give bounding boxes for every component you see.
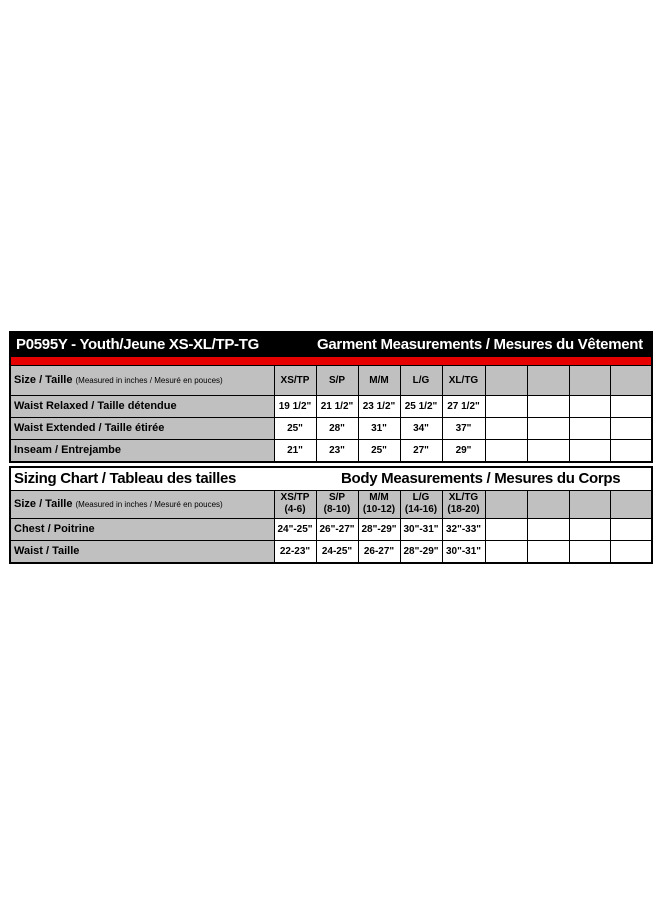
value-cell: 28"	[316, 417, 358, 439]
empty-cell	[569, 518, 610, 540]
garment-header	[11, 333, 651, 357]
table-row	[11, 518, 651, 540]
value-cell: 24-25"	[316, 540, 358, 562]
size-cell: XL/TG (18-20)	[442, 491, 485, 518]
empty-size-cell	[485, 366, 527, 395]
row-label: Inseam / Entrejambe	[11, 439, 274, 461]
empty-size-cell	[485, 491, 527, 518]
value-cell: 37"	[442, 417, 485, 439]
empty-cell	[610, 395, 651, 417]
empty-cell	[569, 395, 610, 417]
table-row	[11, 417, 651, 439]
value-cell: 25 1/2"	[400, 395, 442, 417]
value-cell: 28"-29"	[358, 518, 400, 540]
empty-cell	[527, 395, 569, 417]
empty-size-cell	[527, 366, 569, 395]
empty-cell	[485, 395, 527, 417]
size-cell: L/G	[400, 366, 442, 395]
empty-size-cell	[610, 491, 651, 518]
value-cell: 27 1/2"	[442, 395, 485, 417]
size-cell: L/G (14-16)	[400, 491, 442, 518]
value-cell: 21"	[274, 439, 316, 461]
empty-cell	[527, 518, 569, 540]
size-header-row	[11, 491, 651, 518]
empty-size-cell	[569, 366, 610, 395]
empty-cell	[485, 540, 527, 562]
body-header	[11, 468, 651, 491]
garment-measurements-title: Garment Measurements / Mesures du Vêtement	[317, 336, 643, 353]
value-cell: 23 1/2"	[358, 395, 400, 417]
size-cell: S/P (8-10)	[316, 491, 358, 518]
table-row	[11, 439, 651, 461]
value-cell: 19 1/2"	[274, 395, 316, 417]
value-cell: 22-23"	[274, 540, 316, 562]
value-cell: 25"	[274, 417, 316, 439]
value-cell: 23"	[316, 439, 358, 461]
empty-cell	[610, 417, 651, 439]
empty-cell	[527, 540, 569, 562]
row-label: Waist Relaxed / Taille détendue	[11, 395, 274, 417]
row-label: Chest / Poitrine	[11, 518, 274, 540]
sizing-chart-title: Sizing Chart / Tableau des tailles	[14, 470, 237, 487]
value-cell: 24"-25"	[274, 518, 316, 540]
value-cell: 30"-31"	[442, 540, 485, 562]
size-cell: M/M	[358, 366, 400, 395]
empty-cell	[569, 540, 610, 562]
size-cell: M/M (10-12)	[358, 491, 400, 518]
product-title: P0595Y - Youth/Jeune XS-XL/TP-TG	[16, 336, 259, 353]
value-cell: 30"-31"	[400, 518, 442, 540]
value-cell: 28"-29"	[400, 540, 442, 562]
value-cell: 31"	[358, 417, 400, 439]
empty-size-cell	[527, 491, 569, 518]
value-cell: 25"	[358, 439, 400, 461]
empty-cell	[485, 518, 527, 540]
table-row	[11, 395, 651, 417]
empty-cell	[527, 439, 569, 461]
size-label-cell: Size / Taille (Measured in inches / Mesuré en pouces)	[11, 366, 274, 395]
empty-cell	[610, 540, 651, 562]
row-label: Waist Extended / Taille étirée	[11, 417, 274, 439]
body-measurements-title: Body Measurements / Mesures du Corps	[341, 470, 621, 487]
empty-cell	[485, 417, 527, 439]
value-cell: 26-27"	[358, 540, 400, 562]
empty-size-cell	[610, 366, 651, 395]
table-row	[11, 540, 651, 562]
row-label: Waist / Taille	[11, 540, 274, 562]
body-measurements-table	[9, 466, 653, 564]
value-cell: 26"-27"	[316, 518, 358, 540]
size-cell: XS/TP (4-6)	[274, 491, 316, 518]
value-cell: 27"	[400, 439, 442, 461]
garment-measurements-table	[9, 331, 653, 463]
empty-cell	[569, 417, 610, 439]
size-header-row	[11, 366, 651, 395]
size-cell: S/P	[316, 366, 358, 395]
empty-cell	[485, 439, 527, 461]
value-cell: 29"	[442, 439, 485, 461]
value-cell: 34"	[400, 417, 442, 439]
value-cell: 32"-33"	[442, 518, 485, 540]
size-cell: XL/TG	[442, 366, 485, 395]
value-cell: 21 1/2"	[316, 395, 358, 417]
red-divider	[11, 357, 651, 366]
empty-cell	[527, 417, 569, 439]
empty-size-cell	[569, 491, 610, 518]
empty-cell	[610, 518, 651, 540]
size-label-cell: Size / Taille (Measured in inches / Mesuré en pouces)	[11, 491, 274, 518]
empty-cell	[610, 439, 651, 461]
size-cell: XS/TP	[274, 366, 316, 395]
empty-cell	[569, 439, 610, 461]
